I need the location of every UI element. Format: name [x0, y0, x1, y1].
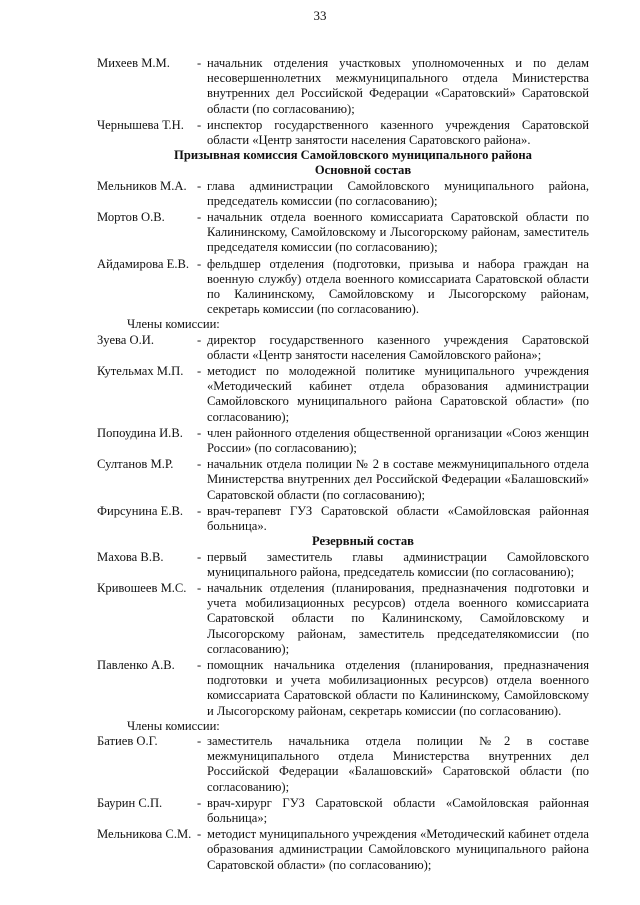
dash-separator: - [197, 178, 202, 193]
person-name: Мельников М.А. [97, 178, 187, 193]
list-item [97, 333, 589, 363]
list-item [97, 504, 589, 534]
person-name: Михеев М.М. [97, 56, 170, 70]
person-role: фельдшер отделения (подготовки, призыва и набора граждан на военную службу) отдела военного комиссариата Саратовской области по Калининскому, Самойловскому и Лысогорскому районам, секретарь комиссии (по согласованию). [207, 256, 589, 317]
list-item [97, 581, 589, 657]
person-role: помощник начальника отделения (планирования, предназначения подготовки и учета мобилизационных ресурсов) отдела военного комиссариата Саратовской области по Калининскому, Самойловскому и Лысогорскому районам, секретарь комиссии (по согласованию). [207, 657, 589, 718]
person-name: Кутельмах М.П. [97, 364, 184, 379]
person-name: Батиев О.Г. [97, 733, 158, 748]
dash-separator: - [197, 364, 202, 379]
dash-separator: - [197, 657, 202, 672]
person-name: Махова В.В. [97, 549, 164, 564]
person-role: методист муниципального учреждения «Методический кабинет отдела образования администрации Самойловского муниципального района Саратовской области» (по согласованию); [207, 827, 589, 872]
person-role: член районного отделения общественной организации «Союз женщин России» (по согласованию); [207, 425, 589, 456]
members-label: Члены комиссии: [127, 317, 220, 332]
dash-separator: - [197, 827, 202, 842]
document-body [97, 56, 589, 873]
person-role: заместитель начальника отдела полиции №2 в составе межмуниципального отдела Министерства внутренних дел Российской Федерации «Балашовский» Саратовской области (по согласованию); [207, 733, 589, 794]
person-role: первый заместитель главы администрации Самойловского муниципального района, председатель комиссии (по согласованию); [207, 549, 589, 579]
person-name: Айдамирова Е.В. [97, 256, 190, 271]
list-item [97, 796, 589, 826]
list-item [97, 118, 589, 148]
list-item [97, 179, 589, 209]
person-name: Кривошеев М.С. [97, 580, 187, 595]
person-name: Чернышева Т.Н. [97, 117, 184, 132]
section-title-main: Основной состав [314, 163, 412, 178]
person-name: Баурин С.П. [97, 795, 163, 810]
dash-separator: - [197, 332, 202, 347]
list-item [97, 364, 589, 425]
list-item [97, 734, 589, 795]
dash-separator: - [197, 457, 202, 472]
list-item [97, 257, 589, 318]
person-role: глава администрации Самойловского муниципального района, председатель комиссии (по согласованию); [207, 178, 589, 208]
list-item [97, 658, 589, 719]
person-role: врач-терапевт ГУЗ Саратовской области «Самойловская районная больница». [207, 503, 589, 534]
list-item [97, 426, 589, 456]
members-label: Члены комиссии: [127, 718, 220, 733]
person-name: Зуева О.И. [97, 332, 155, 347]
dash-separator: - [197, 210, 202, 225]
dash-separator: - [197, 503, 202, 518]
dash-separator: - [197, 425, 202, 440]
page-number: 33 [313, 8, 327, 23]
dash-separator: - [197, 580, 202, 595]
commission-title: Призывная комиссия Самойловского муниципального района [174, 148, 532, 163]
list-item [97, 550, 589, 580]
person-role: начальник отделения (планирования, предназначения подготовки и учета мобилизационных ресурсов) отдела военного комиссариата Саратовской области по Калининскому, Самойловскому и Лысогорскому районам, заместитель председателякомиссии (по согласованию); [207, 580, 589, 656]
person-name: Султанов М.Р. [97, 457, 174, 472]
list-item [97, 210, 589, 256]
person-role: врач-хирург ГУЗ Саратовской области «Самойловская районная больница»; [207, 795, 589, 825]
person-role: методист по молодежной политике муниципального учреждения «Методический кабинет отдела образования администрации Самойловского муниципального района Саратовской области» (по согласованию); [207, 364, 589, 424]
person-role: начальник отделения участковых уполномоченных и по делам несовершеннолетних межмуниципального отдела Министерства внутренних дел Российской Федерации «Саратовский» Саратовской области (по согласованию); [207, 56, 589, 116]
list-item [97, 56, 589, 117]
person-name: Фирсунина Е.В. [97, 503, 184, 518]
person-role: инспектор государственного казенного учреждения Саратовской области «Центр занятости населения Саратовского района». [207, 117, 589, 148]
dash-separator: - [197, 795, 202, 810]
dash-separator: - [197, 117, 202, 132]
dash-separator: - [197, 56, 202, 70]
person-name: Мельникова С.М. [97, 827, 192, 842]
list-item [97, 457, 589, 503]
person-role: начальник отдела полиции № 2 в составе межмуниципального отдела Министерства внутренних дел Российской Федерации «Балашовский» Саратовской области (по согласованию); [207, 457, 589, 502]
person-name: Павленко А.В. [97, 657, 175, 672]
list-item [97, 827, 589, 873]
dash-separator: - [197, 549, 202, 564]
dash-separator: - [197, 256, 202, 271]
person-name: Попоудина И.В. [97, 425, 183, 440]
person-name: Мортов О.В. [97, 210, 165, 225]
person-role: начальник отдела военного комиссариата Саратовской области по Калининскому, Самойловскому и Лысогорскому районам, заместитель председателя комиссии (по согласованию); [207, 210, 589, 255]
section-title-reserve: Резервный состав [312, 534, 414, 549]
dash-separator: - [197, 733, 202, 748]
person-role: директор государственного казенного учреждения Саратовской области «Центр занятости населения Самойловского района»; [207, 332, 589, 362]
